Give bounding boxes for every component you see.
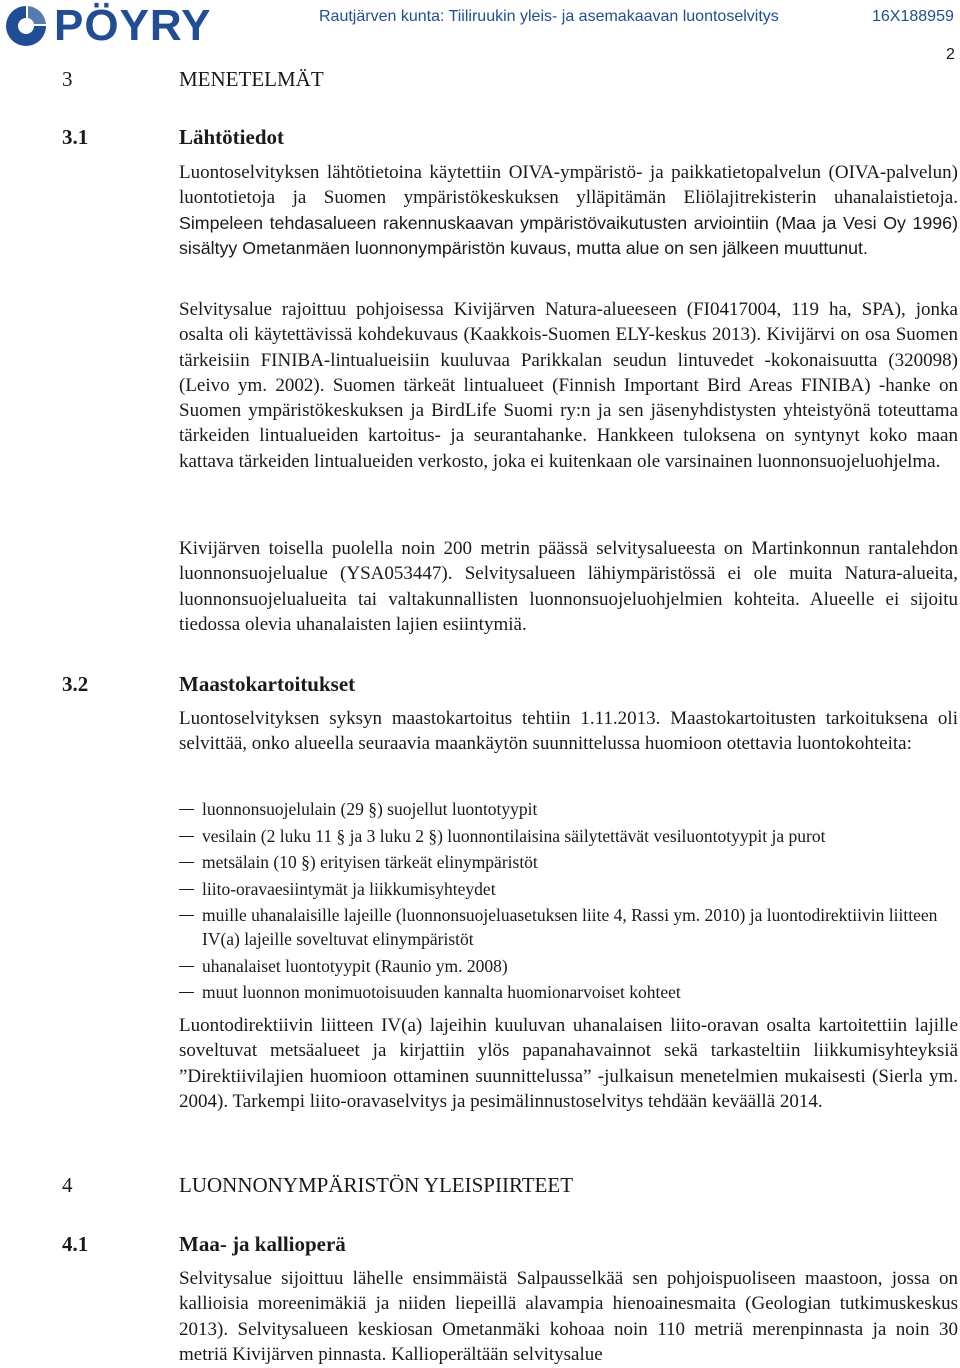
list-item: metsälain (10 §) erityisen tärkeät elinympäristöt [179,850,958,874]
paragraph-source-data-part2: Simpeleen tehdasalueen rakennuskaavan ympäristövaikutusten arviointiin (Maa ja Vesi Oy 1996) sisältyy Ometanmäen luonnonympäristön kuvaus, mutta alue on sen jälkeen muuttunut. [179,212,958,258]
document-code: 16X188959 [872,8,954,25]
dash-bullet-icon [179,862,194,863]
paragraph-source-data [179,160,958,261]
list-item: muut luonnon monimuotoisuuden kannalta huomionarvoiset kohteet [179,980,958,1004]
dash-bullet-icon [179,836,194,837]
poyry-logo-mark-icon [4,4,48,48]
heading-title: MENETELMÄT [179,67,324,91]
logo-wordmark: PÖYRY [54,1,212,50]
paragraph-soil-bedrock: Selvitysalue sijoittuu lähelle ensimmäistä Salpausselkää sen pohjoispuoliseen maastoon, jossa on kallioisia moreenimäkiä ja niiden liepeillä alavampia hienoainesmaita (Geologian tutkimuskeskus 2013). Selvitysalueen keskiosan Ometanmäki kohoaa noin 110 metriä merenpinnasta ja noin 30 metriä Kivijärven pinnasta. Kallioperältään selvitysalue [179,1268,958,1365]
paragraph-nature-reserves: Kivijärven toisella puolella noin 200 metrin päässä selvitysalueesta on Martinkonnun rantalehdon luonnonsuojelualue (YSA053447). Selvitysalueen lähiympäristössä ei ole muita Natura-alueita, luonnonsuojelualueita tai valtakunnallisten luonnonsuojeluohjelmien kohteita. Alueelle ei sijoitu tiedossa olevia uhanalaisten lajien esiintymiä. [179,538,958,635]
paragraph-natura-area: Selvitysalue rajoittuu pohjoisessa Kivijärven Natura-alueeseen (FI0417004, 119 ha, SPA), jonka osalta oli käytettävissä kohdekuvaus (Kaakkois-Suomen ELY-keskus 2013). Kivijärvi on osa Suomen tärkeisiin FINIBA-lintualueisiin kuuluvaa Parikkalan seudun lintuvedet -kokonaisuutta (320098) (Leivo ym. 2002). Suomen tärkeät lintualueet (Finnish Important Bird Areas FINIBA) -hanke on Suomen ympäristökeskuksen ja BirdLife Suomi ry:n ja sen jäsenyhdistysten yhteistyönä toteuttama tärkeiden lintualueiden kartoitus- ja seurantahanke. Hankkeen tuloksena on syntynyt koko maan kattava tärkeiden lintualueiden verkosto, joka ei kuitenkaan ole varsinainen luonnonsuojeluohjelma. [179,299,958,472]
heading-number: 3 [62,67,73,91]
heading-title: Lähtötiedot [179,125,284,149]
heading-number: 4.1 [62,1232,89,1256]
list-item: muille uhanalaisille lajeille (luonnonsuojeluasetuksen liite 4, Rassi ym. 2010) ja luontodirektiivin liitteen IV(a) lajeille soveltuvat elinympäristöt [179,903,958,951]
heading-number: 4 [62,1173,73,1197]
list-item: liito-oravaesiintymät ja liikkumisyhteydet [179,877,958,901]
document-title: Rautjärven kunta: Tiiliruukin yleis- ja asemakaavan luontoselvitys [319,8,779,25]
list-item: uhanalaiset luontotyypit (Raunio ym. 2008) [179,954,958,978]
heading-title: Maa- ja kallioperä [179,1232,346,1256]
survey-targets-list [179,797,958,1007]
heading-number: 3.2 [62,672,89,696]
page-header [0,0,960,52]
dash-bullet-icon [179,966,194,967]
page-number: 2 [946,46,955,63]
paragraph-source-data-part1: Luontoselvityksen lähtötietoina käytettiin OIVA-ympäristö- ja paikkatietopalvelun (OIVA-palvelun) luontotietoja ja Suomen ympäristökeskuksen ylläpitämän Eliölajitrekisterin uhanalaistietoja. [179,162,958,209]
heading-title: LUONNONYMPÄRISTÖN YLEISPIIRTEET [179,1173,574,1197]
list-item: luonnonsuojelulain (29 §) suojellut luontotyypit [179,797,958,821]
paragraph-field-survey: Luontoselvityksen syksyn maastokartoitus tehtiin 1.11.2013. Maastokartoitusten tarkoituksena oli selvittää, onko alueella seuraavia maankäytön suunnittelussa huomioon otettavia luontokohteita: [179,708,958,755]
dash-bullet-icon [179,809,194,810]
list-item: vesilain (2 luku 11 § ja 3 luku 2 §) luonnontilaisina säilytettävät vesiluontotyypit ja purot [179,824,958,848]
dash-bullet-icon [179,889,194,890]
heading-title: Maastokartoitukset [179,672,356,696]
dash-bullet-icon [179,992,194,993]
poyry-logo [4,1,212,50]
paragraph-flying-squirrel: Luontodirektiivin liitteen IV(a) lajeihin kuuluvan uhanalaisen liito-oravan osalta kartoitettiin lajille soveltuvat metsäalueet ja kirjattiin ylös papanahavainnot sekä tarkasteltiin liikkumisyhteyksiä ”Direktiivilajien huomioon ottaminen suunnittelussa” -julkaisun menetelmien mukaisesti (Sierla ym. 2004). Tarkempi liito-oravaselvitys ja pesimälinnustoselvitys tehdään keväällä 2014. [179,1015,958,1112]
heading-number: 3.1 [62,125,89,149]
dash-bullet-icon [179,915,194,916]
